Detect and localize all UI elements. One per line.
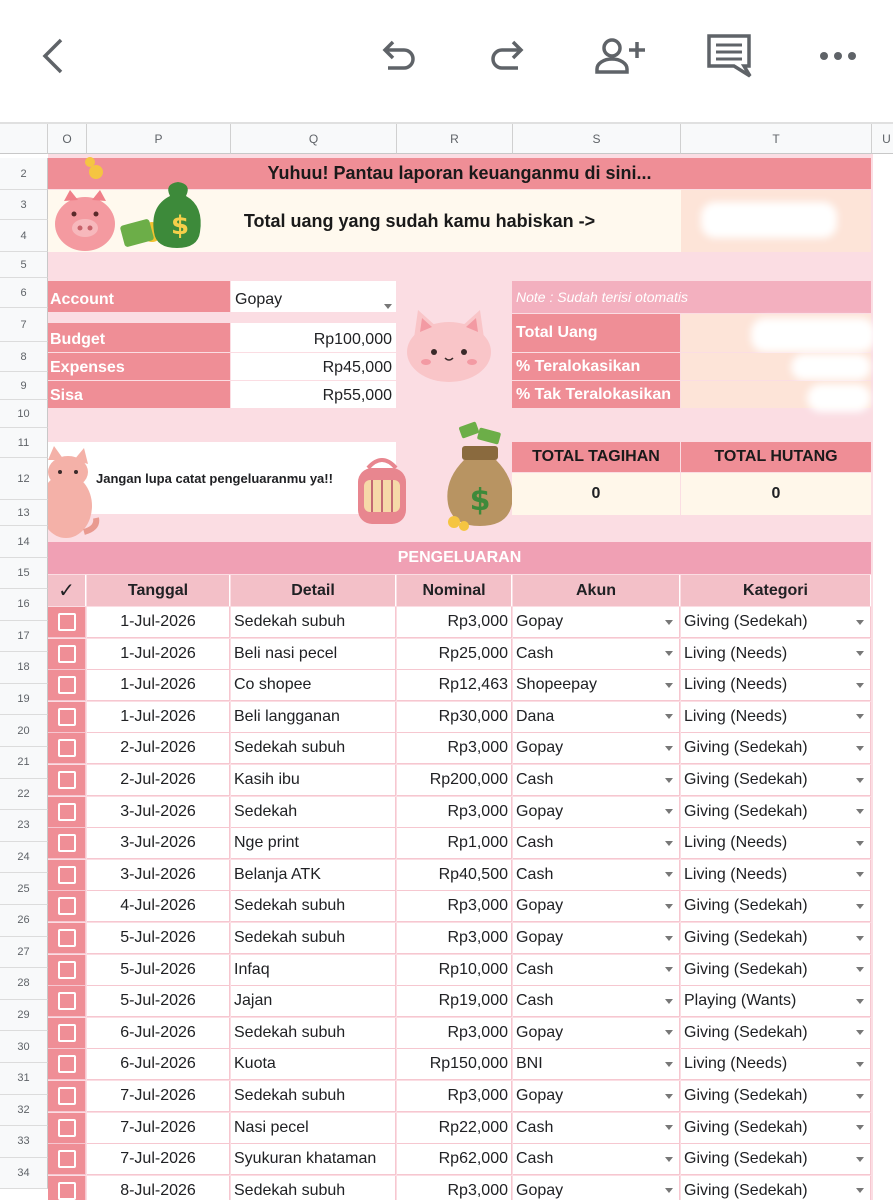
detail-cell[interactable]: Sedekah subuh	[231, 607, 396, 638]
akun-select-value: Gopay	[516, 1181, 564, 1199]
checkbox[interactable]	[58, 803, 76, 821]
teralokasikan-value[interactable]	[681, 353, 871, 380]
checkbox[interactable]	[58, 834, 76, 852]
akun-select-value: Cash	[516, 834, 554, 852]
detail-cell[interactable]: Sedekah	[231, 797, 396, 828]
akun-select-value: Cash	[516, 1118, 554, 1136]
akun-select-value: Gopay	[516, 613, 564, 630]
detail-cell[interactable]: Syukuran khataman	[231, 1144, 396, 1175]
more-icon[interactable]	[806, 24, 870, 88]
row-header[interactable]: 22	[0, 779, 48, 811]
add-person-icon[interactable]	[588, 24, 652, 88]
chevron-down-icon[interactable]	[856, 746, 864, 751]
akun-select[interactable]	[513, 702, 680, 733]
row-header[interactable]: 7	[0, 308, 48, 342]
kategori-select-value: Living (Needs)	[684, 834, 788, 852]
chevron-down-icon[interactable]	[665, 999, 673, 1004]
chevron-down-icon[interactable]	[856, 778, 864, 783]
chevron-down-icon[interactable]	[665, 746, 673, 751]
kategori-select[interactable]	[681, 1049, 871, 1080]
corner-cell[interactable]	[0, 124, 48, 154]
chevron-down-icon[interactable]	[665, 936, 673, 941]
column-header[interactable]: U	[872, 124, 893, 154]
kategori-select[interactable]	[681, 891, 871, 922]
akun-select-value: Cash	[516, 1150, 554, 1168]
reminder-box	[48, 442, 396, 514]
detail-cell[interactable]: Sedekah subuh	[231, 923, 396, 954]
detail-cell[interactable]: Sedekah subuh	[231, 891, 396, 922]
back-arrow-icon[interactable]	[22, 24, 86, 88]
nominal-cell[interactable]: Rp3,000	[397, 1081, 512, 1112]
tanggal-cell[interactable]: 6-Jul-2026	[87, 1049, 230, 1080]
total-tagihan-header: TOTAL TAGIHAN	[512, 442, 680, 472]
tanggal-cell[interactable]: 1-Jul-2026	[87, 639, 230, 670]
checkbox[interactable]	[58, 929, 76, 947]
kategori-select-value: Giving (Sedekah)	[684, 1023, 808, 1041]
total-spent-label: Total uang yang sudah kamu habiskan ->	[48, 190, 681, 252]
detail-cell[interactable]: Sedekah subuh	[231, 733, 396, 764]
redo-icon[interactable]	[476, 24, 540, 88]
chevron-down-icon[interactable]	[665, 1030, 673, 1035]
tanggal-header: Tanggal	[87, 575, 230, 606]
column-header[interactable]: R	[397, 124, 513, 154]
tanggal-cell[interactable]: 5-Jul-2026	[87, 955, 230, 986]
detail-cell[interactable]: Nge print	[231, 828, 396, 859]
cat-sitting-icon	[44, 446, 100, 542]
column-header[interactable]: Q	[231, 124, 397, 154]
sisa-label: Sisa	[48, 381, 230, 408]
expenses-table-title: PENGELUARAN	[48, 542, 871, 574]
checkbox[interactable]	[58, 708, 76, 726]
row-checkbox[interactable]	[48, 1176, 86, 1200]
row-header[interactable]: 15	[0, 558, 48, 589]
tak-teralokasikan-label: % Tak Teralokasikan	[512, 381, 680, 408]
row-header[interactable]: 33	[0, 1126, 48, 1158]
tanggal-cell[interactable]: 8-Jul-2026	[87, 1176, 230, 1200]
row-header[interactable]: 5	[0, 252, 48, 278]
row-header[interactable]: 9	[0, 372, 48, 400]
comment-icon[interactable]	[697, 24, 761, 88]
tanggal-cell[interactable]: 7-Jul-2026	[87, 1144, 230, 1175]
akun-header: Akun	[513, 575, 680, 606]
kategori-header: Kategori	[681, 575, 871, 606]
tanggal-cell[interactable]: 2-Jul-2026	[87, 765, 230, 796]
pet-carrier-icon	[354, 454, 410, 526]
detail-cell[interactable]: Beli langganan	[231, 702, 396, 733]
tanggal-cell[interactable]: 1-Jul-2026	[87, 670, 230, 701]
row-checkbox[interactable]	[48, 986, 86, 1017]
kategori-select-value: Living (Needs)	[684, 676, 788, 694]
chevron-down-icon[interactable]	[665, 1157, 673, 1162]
chevron-down-icon[interactable]	[665, 872, 673, 877]
row-header[interactable]: 2	[0, 158, 48, 190]
chevron-down-icon[interactable]	[856, 904, 864, 909]
row-header[interactable]: 14	[0, 526, 48, 558]
kategori-select[interactable]	[681, 670, 871, 701]
row-header[interactable]: 23	[0, 810, 48, 842]
kategori-select-value: Living (Needs)	[684, 707, 788, 725]
svg-text:$: $	[170, 211, 190, 241]
total-uang-value[interactable]	[681, 314, 871, 352]
akun-select[interactable]	[513, 797, 680, 828]
row-checkbox[interactable]	[48, 607, 86, 638]
column-header[interactable]: S	[513, 124, 681, 154]
row-header[interactable]: 3	[0, 190, 48, 220]
row-header[interactable]: 30	[0, 1031, 48, 1063]
detail-cell[interactable]: Sedekah subuh	[231, 1081, 396, 1112]
checkbox[interactable]	[58, 866, 76, 884]
chevron-down-icon[interactable]	[856, 1094, 864, 1099]
row-header[interactable]: 6	[0, 278, 48, 308]
row-checkbox[interactable]	[48, 702, 86, 733]
detail-cell[interactable]: Infaq	[231, 955, 396, 986]
row-header[interactable]: 11	[0, 428, 48, 458]
kategori-select-value: Giving (Sedekah)	[684, 1087, 808, 1104]
kategori-select[interactable]	[681, 733, 871, 764]
chevron-down-icon[interactable]	[665, 1125, 673, 1130]
nominal-cell[interactable]: Rp3,000	[397, 607, 512, 638]
total-hutang-header: TOTAL HUTANG	[681, 442, 871, 472]
total-spent-value[interactable]	[681, 190, 871, 252]
kategori-select-value: Giving (Sedekah)	[684, 739, 808, 757]
kategori-select[interactable]	[681, 607, 871, 638]
nominal-header: Nominal	[397, 575, 512, 606]
checkbox[interactable]	[58, 1150, 76, 1168]
row-header[interactable]: 19	[0, 684, 48, 716]
nominal-cell[interactable]: Rp19,000	[397, 986, 512, 1017]
row-checkbox[interactable]	[48, 639, 86, 670]
detail-cell[interactable]: Kasih ibu	[231, 765, 396, 796]
akun-select[interactable]	[513, 860, 680, 891]
reminder-text: Jangan lupa catat pengeluaranmu ya!!	[96, 470, 333, 486]
row-checkbox[interactable]	[48, 1144, 86, 1175]
tanggal-cell[interactable]: 7-Jul-2026	[87, 1081, 230, 1112]
chevron-down-icon[interactable]	[856, 809, 864, 814]
checkbox[interactable]	[58, 613, 76, 631]
chevron-down-icon[interactable]	[665, 778, 673, 783]
row-checkbox[interactable]	[48, 828, 86, 859]
chevron-down-icon[interactable]	[665, 620, 673, 625]
kategori-select[interactable]	[681, 955, 871, 986]
kategori-select[interactable]	[681, 986, 871, 1017]
kategori-select-value: Giving (Sedekah)	[684, 613, 808, 630]
chevron-down-icon[interactable]	[665, 809, 673, 814]
kategori-select-value: Playing (Wants)	[684, 992, 797, 1010]
teralokasikan-label: % Teralokasikan	[512, 353, 680, 380]
chevron-down-icon[interactable]	[665, 714, 673, 719]
tanggal-cell[interactable]: 3-Jul-2026	[87, 828, 230, 859]
chevron-down-icon[interactable]	[856, 1157, 864, 1162]
tanggal-cell[interactable]: 5-Jul-2026	[87, 923, 230, 954]
kategori-select[interactable]	[681, 1081, 871, 1112]
nominal-cell[interactable]: Rp3,000	[397, 797, 512, 828]
kategori-select-value: Giving (Sedekah)	[684, 802, 808, 820]
akun-select[interactable]	[513, 923, 680, 954]
row-header[interactable]: 24	[0, 842, 48, 874]
kategori-select[interactable]	[681, 765, 871, 796]
row-header[interactable]: 17	[0, 621, 48, 653]
total-uang-label: Total Uang	[512, 314, 680, 352]
cat-face-icon	[404, 308, 494, 384]
nominal-cell[interactable]: Rp3,000	[397, 891, 512, 922]
tanggal-cell[interactable]: 7-Jul-2026	[87, 1113, 230, 1144]
tak-teralokasikan-value[interactable]	[681, 381, 871, 408]
money-bag-icon	[440, 420, 520, 534]
tanggal-cell[interactable]: 1-Jul-2026	[87, 607, 230, 638]
chevron-down-icon[interactable]	[856, 1030, 864, 1035]
account-select[interactable]	[231, 281, 396, 312]
column-header[interactable]: O	[48, 124, 87, 154]
kategori-select-value: Giving (Sedekah)	[684, 1118, 808, 1136]
akun-select-value: Cash	[516, 992, 554, 1010]
tanggal-cell[interactable]: 2-Jul-2026	[87, 733, 230, 764]
svg-text:$: $	[469, 483, 491, 518]
akun-select[interactable]	[513, 1144, 680, 1175]
nominal-cell[interactable]: Rp3,000	[397, 733, 512, 764]
sisa-value[interactable]: Rp55,000	[231, 381, 396, 408]
akun-select-value: Cash	[516, 644, 554, 662]
chevron-down-icon[interactable]	[856, 1062, 864, 1067]
budget-label: Budget	[48, 323, 230, 352]
checkbox[interactable]	[58, 1055, 76, 1073]
expenses-value[interactable]: Rp45,000	[231, 353, 396, 380]
row-checkbox[interactable]	[48, 670, 86, 701]
chevron-down-icon[interactable]	[856, 872, 864, 877]
checkbox[interactable]	[58, 1087, 76, 1105]
tanggal-cell[interactable]: 3-Jul-2026	[87, 797, 230, 828]
row-header[interactable]: 29	[0, 1000, 48, 1032]
row-checkbox[interactable]	[48, 797, 86, 828]
checkbox[interactable]	[58, 676, 76, 694]
akun-select-value: Gopay	[516, 897, 564, 915]
akun-select-value: Gopay	[516, 929, 564, 946]
undo-icon[interactable]	[366, 24, 430, 88]
akun-select[interactable]	[513, 765, 680, 796]
akun-select[interactable]	[513, 1113, 680, 1144]
akun-select-value: Cash	[516, 960, 554, 978]
akun-select-value: Gopay	[516, 1023, 564, 1041]
nominal-cell[interactable]: Rp3,000	[397, 1018, 512, 1049]
row-header[interactable]: 16	[0, 589, 48, 621]
kategori-select[interactable]	[681, 702, 871, 733]
chevron-down-icon[interactable]	[665, 841, 673, 846]
row-header[interactable]: 27	[0, 937, 48, 969]
row-header[interactable]: 10	[0, 400, 48, 428]
akun-select[interactable]	[513, 670, 680, 701]
akun-select[interactable]	[513, 733, 680, 764]
kategori-select[interactable]	[681, 1018, 871, 1049]
row-header[interactable]: 4	[0, 220, 48, 252]
row-header[interactable]: 13	[0, 500, 48, 526]
detail-cell[interactable]: Nasi pecel	[231, 1113, 396, 1144]
checkbox[interactable]	[58, 739, 76, 757]
row-header[interactable]: 20	[0, 715, 48, 747]
row-header[interactable]: 21	[0, 747, 48, 779]
kategori-select-value: Giving (Sedekah)	[684, 1150, 808, 1168]
note-header: Note : Sudah terisi otomatis	[512, 281, 871, 313]
checkbox[interactable]	[58, 645, 76, 663]
tanggal-cell[interactable]: 1-Jul-2026	[87, 702, 230, 733]
tanggal-cell[interactable]: 3-Jul-2026	[87, 860, 230, 891]
row-checkbox[interactable]	[48, 891, 86, 922]
akun-select[interactable]	[513, 607, 680, 638]
chevron-down-icon[interactable]	[856, 999, 864, 1004]
chevron-down-icon[interactable]	[665, 967, 673, 972]
detail-cell[interactable]: Kuota	[231, 1049, 396, 1080]
row-checkbox[interactable]	[48, 860, 86, 891]
akun-select[interactable]	[513, 986, 680, 1017]
akun-select[interactable]	[513, 891, 680, 922]
row-header[interactable]: 28	[0, 968, 48, 1000]
row-header[interactable]: 8	[0, 342, 48, 372]
row-checkbox[interactable]	[48, 1049, 86, 1080]
row-header[interactable]: 12	[0, 458, 48, 500]
detail-cell[interactable]: Belanja ATK	[231, 860, 396, 891]
akun-select[interactable]	[513, 1018, 680, 1049]
app-toolbar	[0, 0, 893, 122]
chevron-down-icon[interactable]	[856, 683, 864, 688]
row-checkbox[interactable]	[48, 765, 86, 796]
chevron-down-icon[interactable]	[665, 1188, 673, 1193]
detail-cell[interactable]: Beli nasi pecel	[231, 639, 396, 670]
chevron-down-icon[interactable]	[856, 967, 864, 972]
tanggal-cell[interactable]: 4-Jul-2026	[87, 891, 230, 922]
row-header[interactable]: 32	[0, 1095, 48, 1127]
kategori-select-value: Giving (Sedekah)	[684, 897, 808, 915]
chevron-down-icon[interactable]	[856, 620, 864, 625]
tanggal-cell[interactable]: 6-Jul-2026	[87, 1018, 230, 1049]
expenses-label: Expenses	[48, 353, 230, 380]
row-checkbox[interactable]	[48, 1081, 86, 1112]
row-checkbox[interactable]	[48, 955, 86, 986]
account-select-value: Gopay	[235, 291, 283, 308]
spreadsheet-grid	[0, 122, 893, 1200]
row-checkbox[interactable]	[48, 923, 86, 954]
chevron-down-icon[interactable]	[856, 714, 864, 719]
akun-select[interactable]	[513, 828, 680, 859]
akun-select-value: Cash	[516, 865, 554, 883]
akun-select-value: Gopay	[516, 1087, 564, 1104]
nominal-cell[interactable]: Rp12,463	[397, 670, 512, 701]
kategori-select-value: Giving (Sedekah)	[684, 771, 808, 788]
chevron-down-icon[interactable]	[856, 651, 864, 656]
account-label: Account	[48, 281, 230, 312]
chevron-down-icon[interactable]	[665, 904, 673, 909]
nominal-cell[interactable]: Rp25,000	[397, 639, 512, 670]
piggy-bank-icon	[52, 156, 212, 256]
kategori-select[interactable]	[681, 1113, 871, 1144]
nominal-cell[interactable]: Rp62,000	[397, 1144, 512, 1175]
nominal-cell[interactable]: Rp40,500	[397, 860, 512, 891]
chevron-down-icon[interactable]	[665, 683, 673, 688]
kategori-select[interactable]	[681, 1144, 871, 1175]
detail-cell[interactable]: Jajan	[231, 986, 396, 1017]
row-header[interactable]: 31	[0, 1063, 48, 1095]
chevron-down-icon[interactable]	[856, 1188, 864, 1193]
kategori-select-value: Giving (Sedekah)	[684, 929, 808, 946]
checkbox[interactable]	[58, 1024, 76, 1042]
nominal-cell[interactable]: Rp22,000	[397, 1113, 512, 1144]
column-header[interactable]: T	[681, 124, 872, 154]
kategori-select-value: Living (Needs)	[684, 644, 788, 662]
detail-cell[interactable]: Sedekah subuh	[231, 1018, 396, 1049]
akun-select-value: Gopay	[516, 802, 564, 820]
detail-cell[interactable]: Sedekah subuh	[231, 1176, 396, 1200]
nominal-cell[interactable]: Rp150,000	[397, 1049, 512, 1080]
kategori-select-value: Giving (Sedekah)	[684, 960, 808, 978]
row-header[interactable]: 25	[0, 873, 48, 905]
kategori-select-value: Giving (Sedekah)	[684, 1181, 808, 1199]
kategori-select[interactable]	[681, 828, 871, 859]
nominal-cell[interactable]: Rp3,000	[397, 923, 512, 954]
checkbox[interactable]	[58, 771, 76, 789]
kategori-select-value: Living (Needs)	[684, 865, 788, 883]
row-header[interactable]: 34	[0, 1158, 48, 1190]
nominal-cell[interactable]: Rp3,000	[397, 1176, 512, 1200]
akun-select-value: Cash	[516, 771, 554, 788]
tanggal-cell[interactable]: 5-Jul-2026	[87, 986, 230, 1017]
akun-select[interactable]	[513, 1081, 680, 1112]
column-header[interactable]: P	[87, 124, 231, 154]
nominal-cell[interactable]: Rp200,000	[397, 765, 512, 796]
kategori-select[interactable]	[681, 923, 871, 954]
checkbox[interactable]	[58, 992, 76, 1010]
nominal-cell[interactable]: Rp10,000	[397, 955, 512, 986]
checkbox[interactable]	[58, 961, 76, 979]
nominal-cell[interactable]: Rp1,000	[397, 828, 512, 859]
row-checkbox[interactable]	[48, 1113, 86, 1144]
budget-value[interactable]: Rp100,000	[231, 323, 396, 352]
checkbox[interactable]	[58, 1119, 76, 1137]
kategori-select[interactable]	[681, 860, 871, 891]
checkbox[interactable]	[58, 1182, 76, 1200]
akun-select[interactable]	[513, 1176, 680, 1200]
kategori-select-value: Living (Needs)	[684, 1055, 788, 1073]
kategori-select[interactable]	[681, 1176, 871, 1200]
chevron-down-icon[interactable]	[856, 936, 864, 941]
chevron-down-icon[interactable]	[665, 651, 673, 656]
total-hutang-value[interactable]: 0	[681, 473, 871, 515]
akun-select-value: Gopay	[516, 739, 564, 757]
check-column-header: ✓	[48, 575, 86, 606]
akun-select[interactable]	[513, 955, 680, 986]
akun-select[interactable]	[513, 1049, 680, 1080]
total-tagihan-value[interactable]: 0	[512, 473, 680, 515]
row-checkbox[interactable]	[48, 733, 86, 764]
chevron-down-icon[interactable]	[384, 304, 392, 309]
kategori-select[interactable]	[681, 797, 871, 828]
detail-header: Detail	[231, 575, 396, 606]
row-header[interactable]: 18	[0, 652, 48, 684]
row-checkbox[interactable]	[48, 1018, 86, 1049]
chevron-down-icon[interactable]	[665, 1094, 673, 1099]
row-header[interactable]: 26	[0, 905, 48, 937]
akun-select-value: Dana	[516, 707, 555, 725]
nominal-cell[interactable]: Rp30,000	[397, 702, 512, 733]
chevron-down-icon[interactable]	[856, 841, 864, 846]
akun-select[interactable]	[513, 639, 680, 670]
chevron-down-icon[interactable]	[665, 1062, 673, 1067]
detail-cell[interactable]: Co shopee	[231, 670, 396, 701]
title-banner: Yuhuu! Pantau laporan keuanganmu di sini...	[48, 158, 871, 189]
kategori-select[interactable]	[681, 639, 871, 670]
akun-select-value: Shopeepay	[516, 676, 597, 694]
checkbox[interactable]	[58, 897, 76, 915]
chevron-down-icon[interactable]	[856, 1125, 864, 1130]
akun-select-value: BNI	[516, 1055, 543, 1073]
